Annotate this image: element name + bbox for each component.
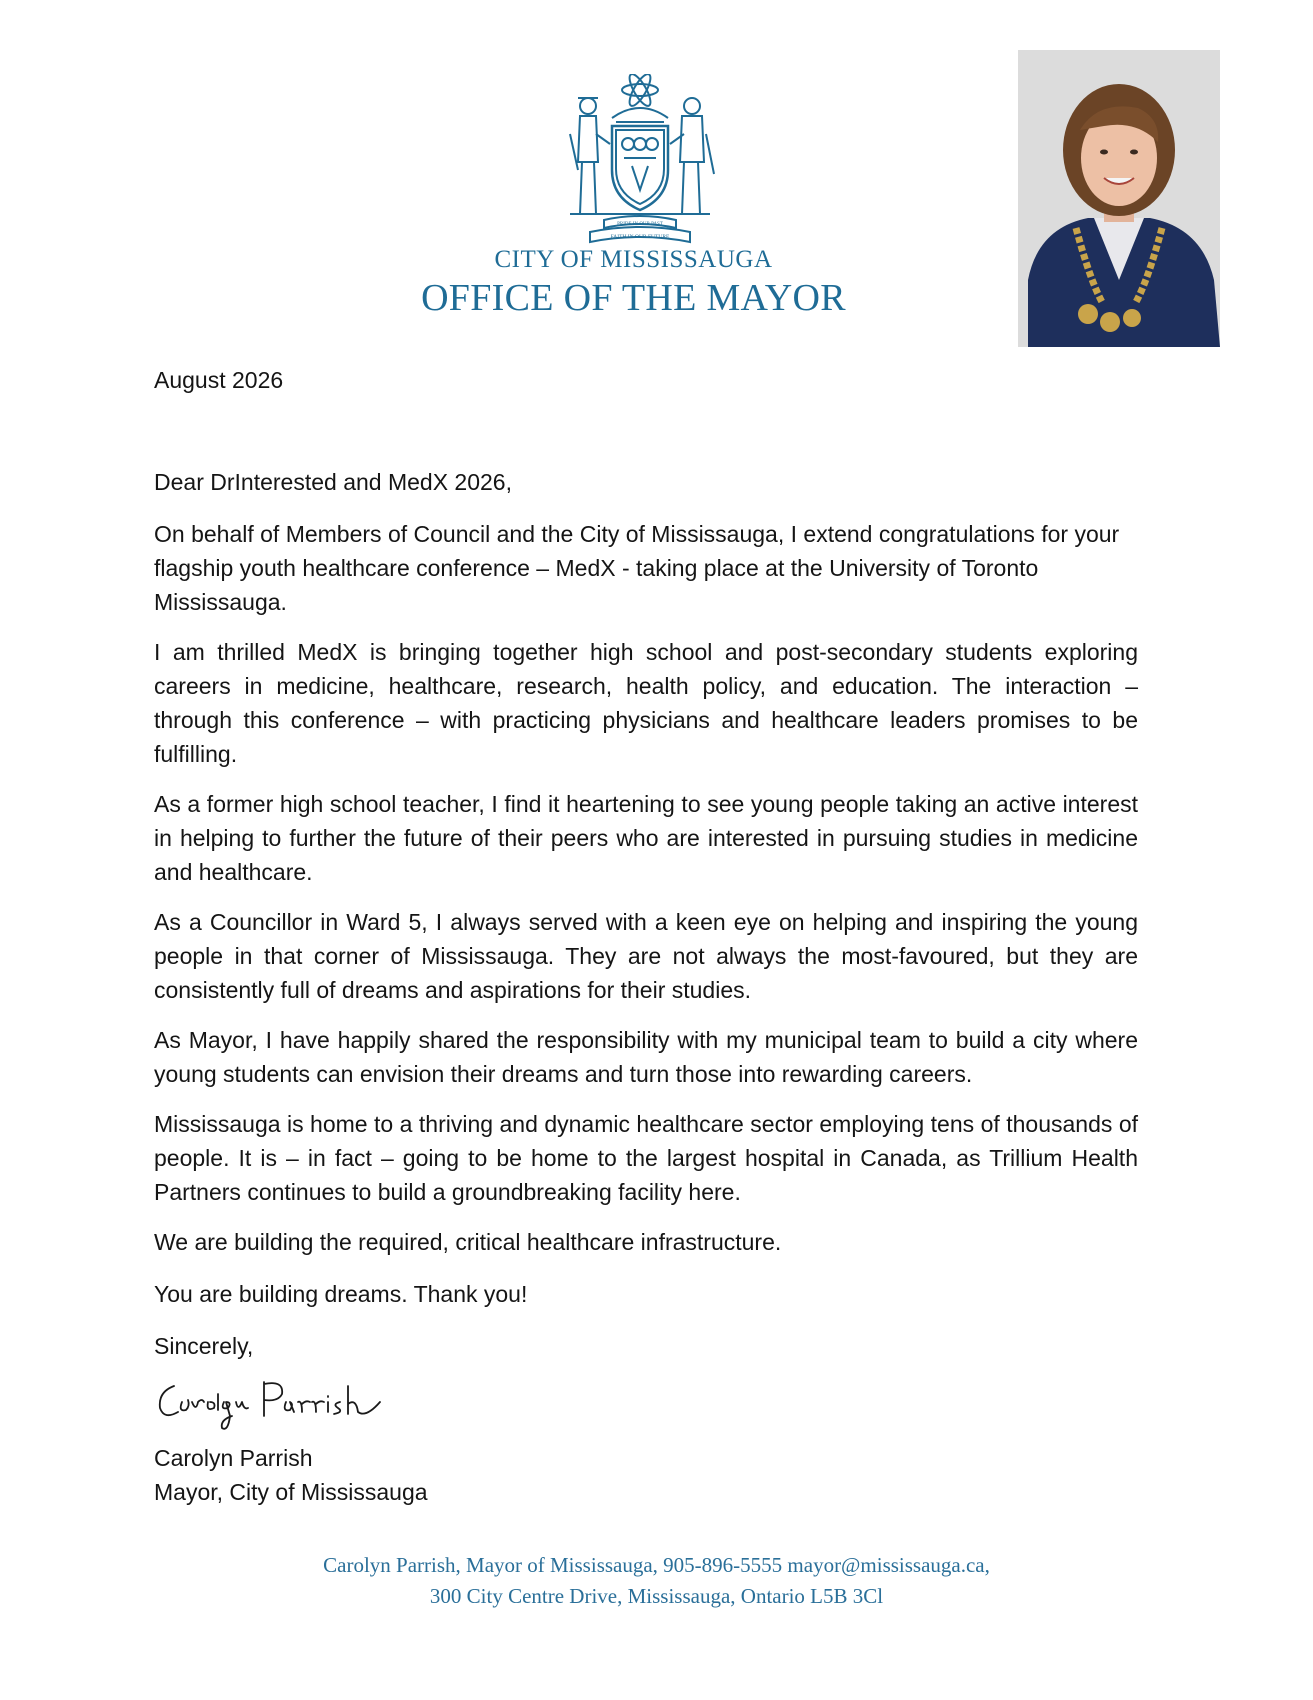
letter-paragraph: Mississauga is home to a thriving and dynamic healthcare sector employing tens of thousands of people. It is – in fact – going to be home to the largest hospital in Canada, as Trillium Health Partners continues to build a groundbreaking facility here. (154, 1111, 1138, 1205)
handwritten-signature (152, 1372, 388, 1438)
header-city-name: CITY OF MISSISSAUGA (494, 246, 773, 273)
letter-paragraph: I am thrilled MedX is bringing together high school and post-secondary students exploring careers in medicine, healthcare, research, health policy, and education. The interaction – through this conference – with practicing physicians and healthcare leaders promises to be fulfilling. (154, 639, 1138, 767)
signer-title: Mayor, City of Mississauga (154, 1479, 428, 1505)
footer-contact-line: Carolyn Parrish, Mayor of Mississauga, 905-896-5555 mayor@mississauga.ca, (323, 1553, 990, 1577)
city-crest-logo (560, 74, 720, 250)
letter-date: August 2026 (154, 367, 284, 393)
letter-closing: Sincerely, (154, 1333, 254, 1359)
letter-paragraph: As a former high school teacher, I find it heartening to see young people taking an active interest in helping to further the future of their peers who are interested in pursuing studies in medicine and healthcare. (154, 791, 1138, 885)
crest-motto-top: PRIDE IN OUR PAST (617, 222, 663, 227)
mayor-portrait-photo (1018, 50, 1220, 347)
header-office-title: OFFICE OF THE MAYOR (421, 277, 846, 319)
letter-paragraph: You are building dreams. Thank you! (154, 1281, 528, 1307)
letter-paragraph: As Mayor, I have happily shared the responsibility with my municipal team to build a city where young students can envision their dreams and turn those into rewarding careers. (154, 1027, 1138, 1087)
signer-name: Carolyn Parrish (154, 1445, 313, 1471)
letter-greeting: Dear DrInterested and MedX 2026, (154, 469, 512, 495)
footer-address-line: 300 City Centre Drive, Mississauga, Ontario L5B 3Cl (429, 1584, 884, 1608)
letter-paragraph: We are building the required, critical healthcare infrastructure. (154, 1229, 782, 1255)
letter-paragraph: On behalf of Members of Council and the City of Mississauga, I extend congratulations for your flagship youth healthcare conference – MedX - taking place at the University of Toronto Mississauga. (154, 521, 1120, 615)
crest-motto-bottom: FAITH IN OUR FUTURE (610, 234, 670, 240)
letter-paragraph: As a Councillor in Ward 5, I always served with a keen eye on helping and inspiring the young people in that corner of Mississauga. They are not always the most-favoured, but they are consistently full of dreams and aspirations for their studies. (154, 909, 1138, 1003)
